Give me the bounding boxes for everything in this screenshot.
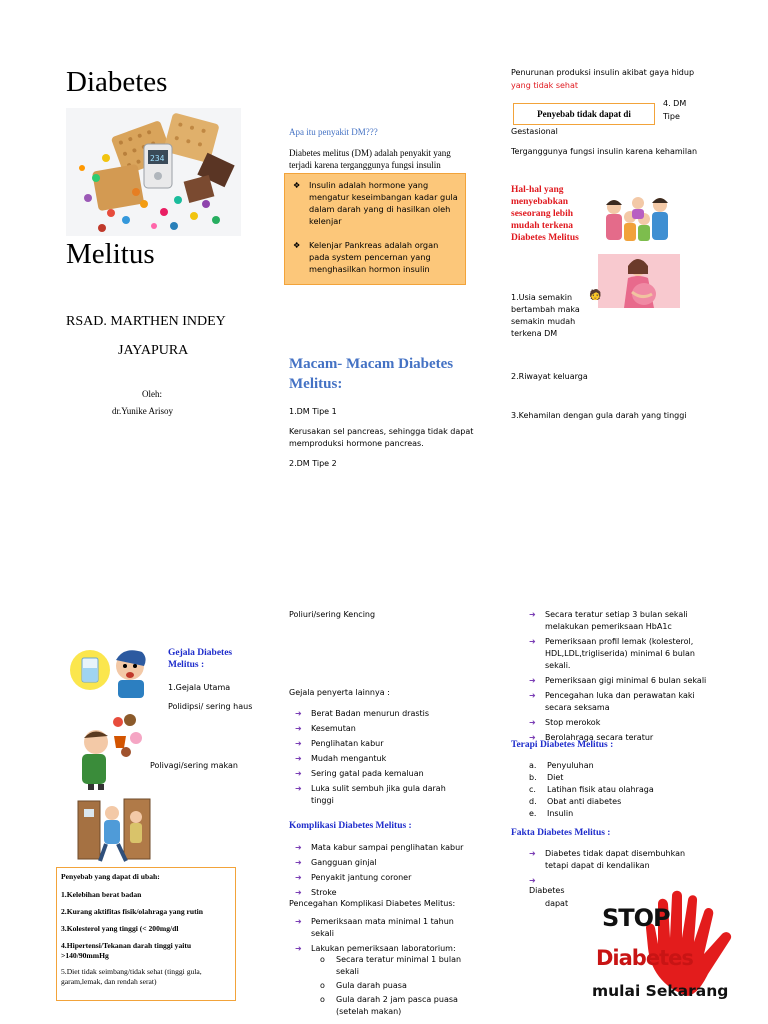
- arrow-bullet-icon: ➜: [295, 709, 302, 718]
- complications-list: [289, 842, 479, 902]
- changeable-causes-title: Penyebab yang dapat di ubah:: [61, 872, 160, 881]
- diamond-bullet-icon: ❖: [293, 240, 301, 250]
- gestational-label: Gestasional: [511, 127, 558, 136]
- therapy-heading: Terapi Diabetes Melitus :: [511, 740, 614, 750]
- person-icon: 🧑: [589, 290, 602, 301]
- list-item: o Gula darah puasa: [320, 981, 407, 990]
- toilet-rush-illustration: [74, 795, 154, 865]
- stop-diabetes-logo: [592, 888, 760, 1008]
- cause-line1: Penurunan produksi insulin akibat gaya hidup: [511, 68, 695, 77]
- arrow-bullet-icon: ➜: [529, 718, 536, 727]
- hungry-person-illustration: [72, 712, 150, 790]
- list-item: ➜ Pemeriksaan profil lemak (kolesterol, HDL,LDL,trigliserida) minimal 6 bulan sekali.: [529, 637, 695, 670]
- list-item: ➜ Stroke: [295, 888, 337, 897]
- risk-item-1: 1.Usia semakin bertambah maka semakin mudah terkena DM: [511, 293, 580, 338]
- cover-title-bottom: Melitus: [66, 238, 155, 270]
- list-item: ➜ Pemeriksaan gigi minimal 6 bulan sekali: [529, 676, 707, 685]
- type1-label: 1.DM Tipe 1: [289, 407, 337, 416]
- list-item: [523, 875, 703, 885]
- list-item: ➜ Penglihatan kabur: [295, 739, 384, 748]
- mulai-sekarang-text: mulai Sekarang: [592, 982, 729, 1000]
- pregnant-woman-image: [598, 254, 680, 308]
- arrow-bullet-icon: ➜: [295, 769, 302, 778]
- diabetes-text: Diabetes: [596, 946, 693, 970]
- lab-list: [318, 954, 478, 1018]
- symptoms-heading: Gejala Diabetes Melitus :: [168, 648, 233, 670]
- family-image: [598, 193, 680, 249]
- changeable-cause-item: 2.Kurang aktifitas fisik/olahraga yang rutin: [61, 907, 203, 916]
- list-item: ➜ Secara teratur setiap 3 bulan sekali melakukan pemeriksaan HbA1c: [529, 610, 688, 631]
- changeable-cause-item: 3.Kolesterol yang tinggi (< 200mg/dl: [61, 924, 179, 933]
- thirsty-person-illustration: [68, 646, 160, 698]
- list-item: b. Diet: [529, 773, 564, 782]
- cause-box: Penyebab tidak dapat di: [513, 103, 655, 125]
- list-item: ➜ Berat Badan menurun drastis: [295, 709, 430, 718]
- changeable-cause-item: 4.Hipertensi/Tekanan darah tinggi yaitu >140/90mmHg: [61, 941, 192, 960]
- cause-line2: yang tidak sehat: [511, 81, 579, 90]
- list-item: ➜ Penyakit jantung coroner: [295, 873, 412, 882]
- list-item: ➜ Berolahraga secara teratur: [529, 733, 654, 742]
- arrow-bullet-icon: ➜: [529, 610, 536, 619]
- arrow-bullet-icon: ➜: [529, 637, 536, 646]
- family-illustration: [598, 193, 680, 249]
- changeable-causes-box: [56, 867, 236, 1001]
- info-box-item: [291, 179, 459, 227]
- hungry-person-image: [72, 712, 150, 790]
- main-symptoms-label: 1.Gejala Utama: [168, 683, 231, 692]
- prevention-label: Pencegahan Komplikasi Diabetes Melitus:: [289, 899, 456, 908]
- list-item: ➜ Mudah mengantuk: [295, 754, 387, 763]
- pregnant-woman-illustration: [598, 254, 680, 308]
- arrow-bullet-icon: ➜: [529, 849, 536, 858]
- by-label: Oleh:: [142, 389, 162, 399]
- changeable-cause-item: 1.Kelebihan berat badan: [61, 890, 142, 899]
- thirsty-person-image: [68, 646, 160, 698]
- type2-label: 2.DM Tipe 2: [289, 459, 337, 468]
- list-item: ➜ Pemeriksaan mata minimal 1 tahun sekali: [295, 917, 454, 938]
- arrow-bullet-icon: ➜: [295, 944, 302, 953]
- cookies-glucometer-illustration: [66, 108, 241, 236]
- polidipsi-label: Polidipsi/ sering haus: [168, 702, 253, 711]
- changeable-cause-item: 5.Diet tidak seimbang/tidak sehat (tinggi gula, garam,lemak, dan rendah serat): [61, 967, 202, 986]
- svg-text:234: 234: [150, 154, 165, 163]
- arrow-bullet-icon: ➜: [295, 858, 302, 867]
- author-name: dr.Yunike Arisoy: [112, 406, 174, 416]
- list-item: c. Latihan fisik atau olahraga: [529, 785, 654, 794]
- dm4-tipe: Tipe: [663, 112, 680, 121]
- prevention-list: [289, 916, 479, 958]
- what-is-question: Apa itu penyakit DM???: [289, 127, 378, 137]
- circle-bullet-icon: o: [320, 981, 325, 990]
- gestational-desc: Terganggunya fungsi insulin karena kehamilan: [511, 147, 698, 156]
- fact2-line2: dapat: [545, 899, 569, 908]
- list-item: ➜ Kesemutan: [295, 724, 356, 733]
- info-box-text: Insulin adalah hormone yang mengatur keseimbangan kadar gula dalam darah yang di hasilkan oleh kelenjar: [309, 180, 458, 226]
- list-item: e. Insulin: [529, 809, 574, 818]
- facts-list: [523, 848, 703, 888]
- types-heading: Macam- Macam Diabetes Melitus:: [289, 356, 454, 392]
- therapy-list: [525, 760, 705, 820]
- dm4-label: 4. DM: [663, 99, 687, 108]
- other-symptoms-label: Gejala penyerta lainnya :: [289, 688, 390, 697]
- arrow-bullet-icon: ➜: [295, 784, 302, 793]
- risk-item-3: 3.Kehamilan dengan gula darah yang tinggi: [511, 411, 687, 420]
- polivagi-label: Polivagi/sering makan: [150, 761, 238, 770]
- list-item: a. Penyuluhan: [529, 761, 594, 770]
- arrow-bullet-icon: ➜: [295, 754, 302, 763]
- what-is-intro: Diabetes melitus (DM) adalah penyakit yang terjadi karena terganggunya fungsi insulin: [289, 148, 451, 170]
- list-item: ➜ Diabetes tidak dapat disembuhkan tetapi dapat di kendalikan: [529, 849, 686, 870]
- other-symptoms-list: [289, 708, 469, 810]
- hospital-name: RSAD. MARTHEN INDEY: [66, 314, 226, 329]
- list-item: ➜ Luka sulit sembuh jika gula darah tinggi: [295, 784, 446, 805]
- cover-title-top: Diabetes: [66, 66, 168, 98]
- cookies-glucometer-image: [66, 108, 241, 236]
- arrow-bullet-icon: ➜: [529, 733, 536, 742]
- arrow-bullet-icon: ➜: [529, 876, 536, 885]
- list-item: o Gula darah 2 jam pasca puasa (setelah makan): [320, 995, 458, 1016]
- lab-followup-list: [523, 609, 713, 747]
- circle-bullet-icon: o: [320, 995, 325, 1004]
- list-item: ➜ Lakukan pemeriksaan laboratorium:: [295, 944, 456, 953]
- list-item: d. Obat anti diabetes: [529, 797, 622, 806]
- arrow-bullet-icon: ➜: [529, 691, 536, 700]
- arrow-bullet-icon: ➜: [529, 676, 536, 685]
- list-item: ➜ Pencegahan luka dan perawatan kaki secara seksama: [529, 691, 695, 712]
- complications-heading: Komplikasi Diabetes Melitus :: [289, 821, 412, 831]
- arrow-bullet-icon: ➜: [295, 917, 302, 926]
- list-item: o Secara teratur minimal 1 bulan sekali: [320, 955, 462, 976]
- list-item: ➜ Sering gatal pada kemaluan: [295, 769, 424, 778]
- arrow-bullet-icon: ➜: [295, 888, 302, 897]
- type1-desc: Kerusakan sel pancreas, sehingga tidak dapat memproduksi hormone pancreas.: [289, 427, 474, 448]
- list-item: ➜ Stop merokok: [529, 718, 601, 727]
- poliuri-label: Poliuri/sering Kencing: [289, 610, 376, 619]
- risk-heading: Hal-hal yang menyebabkan seseorang lebih mudah terkena Diabetes Melitus: [511, 185, 579, 243]
- stop-text: STOP: [602, 904, 670, 932]
- info-box-text: Kelenjar Pankreas adalah organ pada system pencernan yang menghasilkan hormon insulin: [309, 240, 439, 274]
- arrow-bullet-icon: ➜: [295, 724, 302, 733]
- risk-item-2: 2.Riwayat keluarga: [511, 372, 588, 381]
- info-box-item: [291, 239, 459, 275]
- hospital-city: JAYAPURA: [118, 343, 189, 358]
- facts-heading: Fakta Diabetes Melitus :: [511, 828, 611, 838]
- fact2-line1: Diabetes: [529, 886, 565, 895]
- insulin-info-box: [284, 173, 466, 285]
- toilet-rush-image: [74, 795, 154, 865]
- diamond-bullet-icon: ❖: [293, 180, 301, 190]
- arrow-bullet-icon: ➜: [295, 739, 302, 748]
- arrow-bullet-icon: ➜: [295, 873, 302, 882]
- circle-bullet-icon: o: [320, 955, 325, 964]
- list-item: ➜ Gangguan ginjal: [295, 858, 377, 867]
- arrow-bullet-icon: ➜: [295, 843, 302, 852]
- list-item: ➜ Mata kabur sampai penglihatan kabur: [295, 843, 464, 852]
